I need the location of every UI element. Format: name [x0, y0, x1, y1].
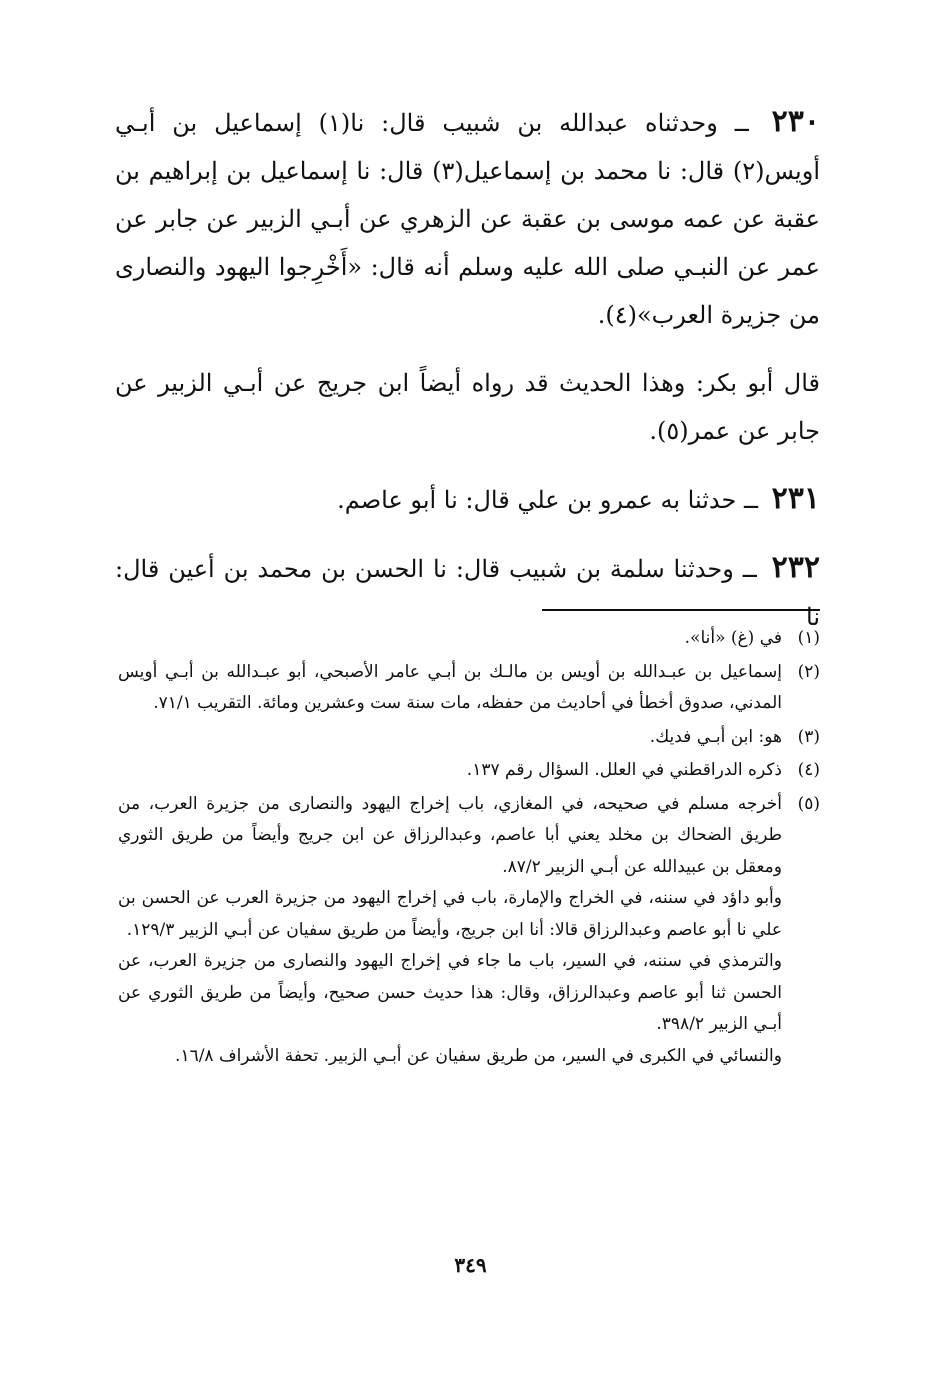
- footnote-line: ذكره الدراقطني في العلل. السؤال رقم ١٣٧.: [466, 760, 782, 780]
- footnote-text: [118, 789, 782, 1073]
- footnote-5: [118, 789, 820, 1073]
- footnote-4: [118, 755, 820, 787]
- footnote-text: [118, 755, 782, 787]
- footnote-text: [118, 722, 782, 754]
- hadith-text: ــ وحدثناه عبدالله بن شبيب قال: نا(١) إسماعيل بن أبـي أويس(٢) قال: نا محمد بن إسماعيل(٣) قال: نا إسماعيل بن إبراهيم بن عقبة عن عمه موسى بن عقبة عن الزهري عن أبـي الزبير عن جابر عن عمر عن النبـي صلى الله عليه وسلم أنه قال: «أَخْرِجوا اليهود والنصارى من جزيرة العرب»(٤).: [115, 109, 821, 329]
- footnote-marker: (٥): [797, 793, 820, 814]
- footnote-paragraph: والنسائي في الكبرى في السير، من طريق سفيان عن أبـي الزبير. تحفة الأشراف ١٦/٨.: [175, 1045, 782, 1066]
- commentary-abu-bakr: [115, 359, 820, 455]
- footnote-separator: [542, 609, 820, 611]
- footnotes: [118, 623, 820, 1074]
- footnote-paragraph: والترمذي في سننه، في السير، باب ما جاء في إخراج اليهود والنصارى من جزيرة العرب، عن الحسن ثنا أبو عاصم وعبدالرزاق، وقال: هذا حديث حسن صحيح، وأيضاً من طريق الثوري عن أبـي الزبير ٣٩٨/٢.: [118, 951, 782, 1034]
- footnote-paragraph: وأبو داؤد في سننه، في الخراج والإمارة، باب في إخراج اليهود من جزيرة العرب عن الحسن بن علي نا أبو عاصم وعبدالرزاق قالا: أنا ابن جريج، وأيضاً من طريق سفيان عن أبـي الزبير ١٢٩/٣.: [118, 888, 782, 940]
- footnote-marker: (٢): [797, 661, 820, 682]
- main-text: [115, 98, 820, 641]
- footnote-line: في (غ) «أنا».: [684, 628, 782, 648]
- footnote-marker: (٣): [797, 726, 820, 747]
- commentary-text: قال أبو بكر: وهذا الحديث قد رواه أيضاً ابن جريج عن أبـي الزبير عن جابر عن عمر(٥).: [115, 369, 821, 445]
- hadith-230: [115, 98, 820, 339]
- footnote-text: [118, 623, 782, 655]
- footnote-line: إسماعيل بن عبـدالله بن أويس بن مالـك بن أبـي عامر الأصبحي، أبو عبـدالله بن أبـي أويس المدني، صدوق أخطأ في أحاديث من حفظه، مات سنة ست وعشرين ومائة. التقريب ٧١/١.: [118, 661, 782, 713]
- footnote-marker: (١): [797, 628, 820, 648]
- hadith-number: ٢٣٠: [771, 104, 820, 139]
- footnote-line: هو: ابن أبـي فديك.: [649, 726, 782, 747]
- hadith-number: ٢٣٢: [771, 550, 820, 585]
- hadith-text: ــ وحدثنا سلمة بن شبيب قال: نا الحسن بن محمد بن أعين قال: نا: [115, 555, 820, 631]
- footnote-2: [118, 657, 820, 720]
- footnote-1: [118, 623, 820, 655]
- page-number: ٣٤٩: [454, 1253, 487, 1277]
- footnote-3: [118, 722, 820, 754]
- footnote-text: [118, 657, 782, 720]
- hadith-number: ٢٣١: [771, 481, 820, 516]
- hadith-231: [115, 475, 820, 524]
- footnote-paragraph: أخرجه مسلم في صحيحه، في المغازي، باب إخراج اليهود والنصارى من جزيرة العرب، من طريق الضحاك بن مخلد يعني أبا عاصم، وعبدالرزاق عن ابن جريج وأيضاً من طريق الثوري ومعقل بن عبيدالله عن أبـي الزبير ٨٧/٢.: [118, 793, 782, 877]
- hadith-text: ــ حدثنا به عمرو بن علي قال: نا أبو عاصم.: [337, 486, 759, 514]
- footnote-marker: (٤): [797, 760, 820, 780]
